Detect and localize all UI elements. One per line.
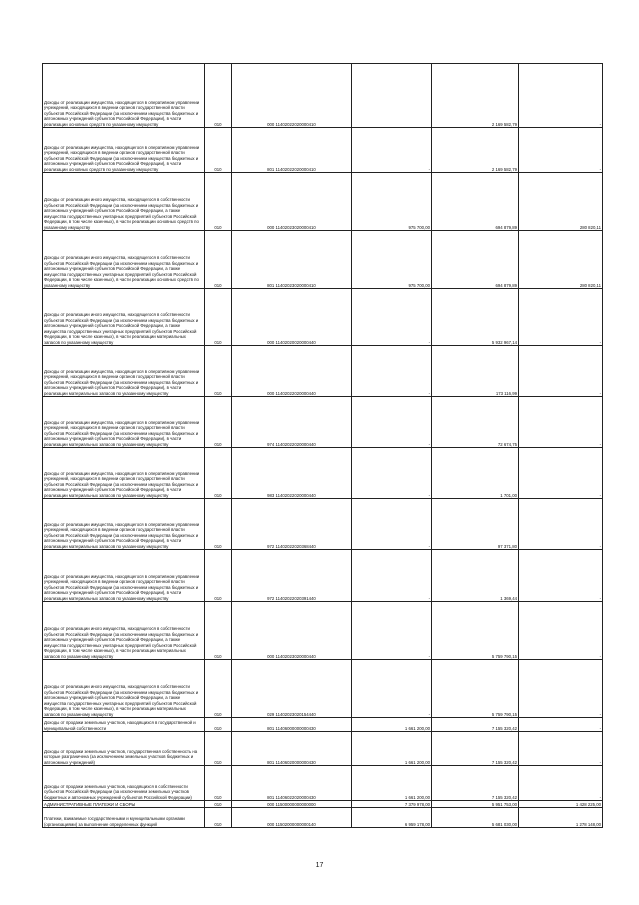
executed-amount: 173 116,99: [432, 346, 519, 397]
table-row: [43, 289, 603, 346]
table-row: [43, 231, 603, 289]
revenue-name: Доходы от продажи земельных участков, находящихся в собственности субъектов Российской Федерации (за исключением земельных участков бюджетных и автономных учреждений субъектов Российской Федерации): [43, 766, 205, 801]
revenue-name: Доходы от реализации имущества, находящегося в оперативном управлении учреждений, находящихся в ведении органов государственной власти субъектов Российской Федерации (за исключением имущества бюджетных и автономных учреждений субъектов Российской Федерации), в части реализации материальных запасов по указанному имуществу: [43, 397, 205, 448]
unexecuted-amount: -: [519, 128, 603, 173]
revenue-name: Доходы от реализации имущества, находящегося в оперативном управлении учреждений, находящихся в ведении органов государственной власти субъектов Российской Федерации (за исключением имущества бюджетных и автономных учреждений субъектов Российской Федерации), в части реализации материальных запасов по указанному имуществу: [43, 550, 205, 602]
line-code: 010: [205, 397, 232, 448]
budget-code: 029 11402023020154440: [232, 660, 352, 718]
line-code: 010: [205, 448, 232, 499]
table-row: [43, 732, 603, 766]
unexecuted-amount: 1 278 148,00: [519, 808, 603, 828]
line-code: 010: [205, 550, 232, 602]
planned-amount: 1 661 200,00: [352, 766, 432, 801]
planned-amount: 975 700,00: [352, 231, 432, 289]
revenue-name: Доходы от реализации имущества, находящегося в оперативном управлении учреждений, находящихся в ведении органов государственной власти субъектов Российской Федерации (за исключением имущества бюджетных и автономных учреждений субъектов Российской Федерации), в части реализации материальных запасов по указанному имуществу: [43, 448, 205, 499]
executed-amount: 7 155 320,42: [432, 732, 519, 766]
executed-amount: 694 879,89: [432, 173, 519, 231]
budget-code: 000 11500000000000000: [232, 801, 352, 808]
line-code: 010: [205, 231, 232, 289]
budget-code: 000 11402020020000440: [232, 289, 352, 346]
line-code: 010: [205, 766, 232, 801]
planned-amount: 1 661 200,00: [352, 732, 432, 766]
unexecuted-amount: -: [519, 499, 603, 550]
budget-code: 801 11406022020000430: [232, 766, 352, 801]
unexecuted-amount: -: [519, 397, 603, 448]
budget-code: 801 11402023020000410: [232, 231, 352, 289]
unexecuted-amount: 280 820,11: [519, 173, 603, 231]
table-row: [43, 128, 603, 173]
table-row: [43, 64, 603, 128]
line-code: 010: [205, 499, 232, 550]
line-code: 010: [205, 346, 232, 397]
budget-code: 000 11402023020000410: [232, 173, 352, 231]
revenue-name: АДМИНИСТРАТИВНЫЕ ПЛАТЕЖИ И СБОРЫ: [43, 801, 205, 808]
table-row: [43, 766, 603, 801]
table-row: [43, 602, 603, 660]
planned-amount: -: [352, 660, 432, 718]
revenue-name: Доходы от реализации иного имущества, находящегося в собственности субъектов Российской Федерации (за исключением имущества бюджетных и автономных учреждений субъектов Российской Федерации, а также имущества государственных унитарных предприятий субъектов Российской Федерации, в том числе казенных), в части реализации основных средств по указанному имуществу: [43, 173, 205, 231]
budget-code: 000 11402022020000410: [232, 64, 352, 128]
line-code: 010: [205, 602, 232, 660]
unexecuted-amount: 280 820,11: [519, 231, 603, 289]
planned-amount: -: [352, 448, 432, 499]
executed-amount: 5 932 967,14: [432, 289, 519, 346]
revenue-name: Доходы от продажи земельных участков, находящихся в государственной и муниципальной собственности: [43, 718, 205, 732]
planned-amount: -: [352, 499, 432, 550]
revenue-table-body: [43, 64, 603, 828]
table-row: [43, 499, 603, 550]
unexecuted-amount: -: [519, 64, 603, 128]
unexecuted-amount: -: [519, 448, 603, 499]
planned-amount: 1 661 200,00: [352, 718, 432, 732]
planned-amount: -: [352, 289, 432, 346]
revenue-name: Платежи, взимаемые государственными и муниципальными органами (организациями) за выполнение определенных функций: [43, 808, 205, 828]
unexecuted-amount: -: [519, 732, 603, 766]
budget-code: 801 11406020000000430: [232, 732, 352, 766]
planned-amount: -: [352, 346, 432, 397]
revenue-name: Доходы от реализации имущества, находящегося в оперативном управлении учреждений, находящихся в ведении органов государственной власти субъектов Российской Федерации (за исключением имущества бюджетных и автономных учреждений субъектов Российской Федерации), в части реализации основных средств по указанному имуществу: [43, 128, 205, 173]
budget-code: 972 11402022020391440: [232, 550, 352, 602]
table-row: [43, 808, 603, 828]
revenue-name: Доходы от реализации иного имущества, находящегося в собственности субъектов Российской Федерации (за исключением имущества бюджетных и автономных учреждений субъектов Российской Федерации, а также имущества государственных унитарных предприятий субъектов Российской Федерации, в том числе казенных), в части реализации материальных запасов по указанному имуществу: [43, 602, 205, 660]
budget-code: 801 11402022020000410: [232, 128, 352, 173]
executed-amount: 72 674,75: [432, 397, 519, 448]
table-row: [43, 660, 603, 718]
revenue-name: Доходы от реализации иного имущества, находящегося в собственности субъектов Российской Федерации (за исключением имущества бюджетных и автономных учреждений субъектов Российской Федерации, а также имущества государственных унитарных предприятий субъектов Российской Федерации, в том числе казенных), в части реализации основных средств по указанному имуществу: [43, 231, 205, 289]
table-row: [43, 801, 603, 808]
executed-amount: 5 681 030,00: [432, 808, 519, 828]
planned-amount: -: [352, 602, 432, 660]
executed-amount: 2 169 582,79: [432, 128, 519, 173]
table-row: [43, 550, 603, 602]
table-row: [43, 397, 603, 448]
table-row: [43, 346, 603, 397]
executed-amount: 5 951 753,00: [432, 801, 519, 808]
revenue-name: Доходы от реализации имущества, находящегося в оперативном управлении учреждений, находящихся в ведении органов государственной власти субъектов Российской Федерации (за исключением имущества бюджетных и автономных учреждений субъектов Российской Федерации), в части реализации основных средств по указанному имуществу: [43, 64, 205, 128]
line-code: 010: [205, 801, 232, 808]
budget-code: 972 11402022020368440: [232, 499, 352, 550]
planned-amount: 6 959 178,00: [352, 808, 432, 828]
planned-amount: -: [352, 128, 432, 173]
executed-amount: 694 879,89: [432, 231, 519, 289]
executed-amount: 7 155 320,42: [432, 766, 519, 801]
revenue-name: Доходы от реализации иного имущества, находящегося в собственности субъектов Российской Федерации (за исключением имущества бюджетных и автономных учреждений субъектов Российской Федерации, а также имущества государственных унитарных предприятий субъектов Российской Федерации, в том числе казенных), в части реализации материальных запасов по указанному имуществу: [43, 660, 205, 718]
unexecuted-amount: -: [519, 718, 603, 732]
revenue-name: Доходы от реализации иного имущества, находящегося в собственности субъектов Российской Федерации (за исключением имущества бюджетных и автономных учреждений субъектов Российской Федерации, а также имущества государственных унитарных предприятий субъектов Российской Федерации, в том числе казенных), в части реализации материальных запасов по указанному имуществу: [43, 289, 205, 346]
table-row: [43, 718, 603, 732]
executed-amount: 1 369,44: [432, 550, 519, 602]
line-code: 010: [205, 808, 232, 828]
revenue-name: Доходы от реализации имущества, находящегося в оперативном управлении учреждений, находящихся в ведении органов государственной власти субъектов Российской Федерации (за исключением имущества бюджетных и автономных учреждений субъектов Российской Федерации), в части реализации материальных запасов по указанному имуществу: [43, 346, 205, 397]
line-code: 010: [205, 718, 232, 732]
unexecuted-amount: -: [519, 346, 603, 397]
budget-code: 974 11402022020000440: [232, 397, 352, 448]
unexecuted-amount: -: [519, 766, 603, 801]
planned-amount: -: [352, 550, 432, 602]
line-code: 010: [205, 128, 232, 173]
line-code: 010: [205, 660, 232, 718]
line-code: 010: [205, 173, 232, 231]
table-row: [43, 173, 603, 231]
executed-amount: 5 759 790,15: [432, 602, 519, 660]
executed-amount: 1 701,00: [432, 448, 519, 499]
budget-code: 000 11502000000000140: [232, 808, 352, 828]
unexecuted-amount: -: [519, 660, 603, 718]
unexecuted-amount: -: [519, 550, 603, 602]
executed-amount: 5 759 790,15: [432, 660, 519, 718]
executed-amount: 2 169 582,79: [432, 64, 519, 128]
revenue-name: Доходы от реализации имущества, находящегося в оперативном управлении учреждений, находящихся в ведении органов государственной власти субъектов Российской Федерации (за исключением имущества бюджетных и автономных учреждений субъектов Российской Федерации), в части реализации материальных запасов по указанному имуществу: [43, 499, 205, 550]
budget-code: 000 11402022020000440: [232, 346, 352, 397]
planned-amount: [352, 64, 432, 128]
budget-code: 983 11402022020000440: [232, 448, 352, 499]
budget-code: 000 11402023020000440: [232, 602, 352, 660]
line-code: 010: [205, 289, 232, 346]
planned-amount: 7 379 978,00: [352, 801, 432, 808]
page-number: 17: [315, 862, 324, 869]
revenue-name: Доходы от продажи земельных участков, государственная собственность на которые разграничена (за исключением земельных участков бюджетных и автономных учреждений): [43, 732, 205, 766]
planned-amount: -: [352, 397, 432, 448]
revenue-table: [42, 63, 603, 828]
unexecuted-amount: -: [519, 602, 603, 660]
executed-amount: 7 155 320,42: [432, 718, 519, 732]
budget-code: 801 11406000000000430: [232, 718, 352, 732]
line-code: 010: [205, 732, 232, 766]
table-row: [43, 448, 603, 499]
unexecuted-amount: -: [519, 289, 603, 346]
line-code: 010: [205, 64, 232, 128]
unexecuted-amount: 1 428 225,00: [519, 801, 603, 808]
executed-amount: 97 371,80: [432, 499, 519, 550]
planned-amount: 975 700,00: [352, 173, 432, 231]
